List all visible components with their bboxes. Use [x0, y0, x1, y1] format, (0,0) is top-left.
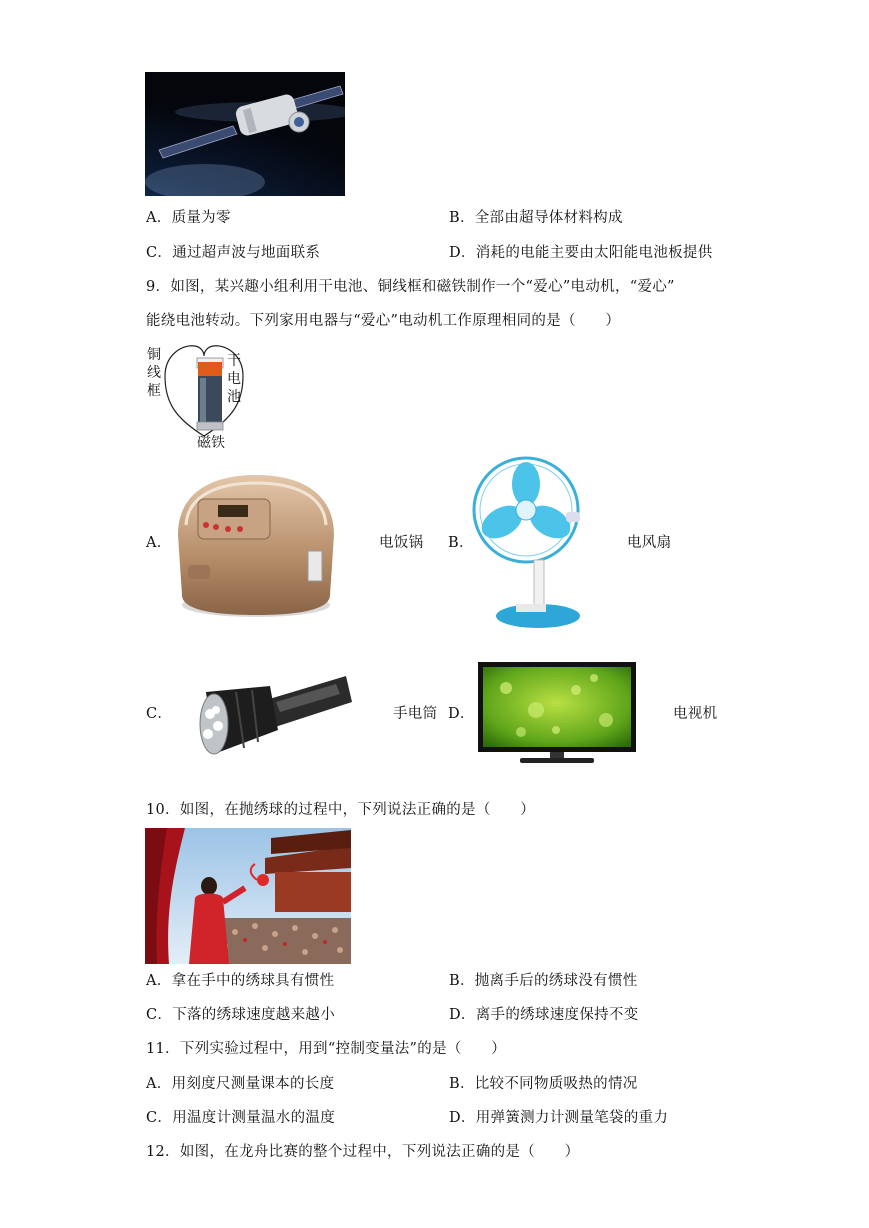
space-station-image	[145, 72, 345, 196]
q8-option-a: A．质量为零	[146, 210, 231, 226]
q11-option-b: B．比较不同物质吸热的情况	[449, 1076, 638, 1092]
copper-frame-label: 铜线框	[147, 347, 161, 399]
q11-option-c: C．用温度计测量温水的温度	[146, 1110, 335, 1126]
q10-option-b: B．抛离手后的绣球没有惯性	[449, 973, 638, 989]
q10-option-a: A．拿在手中的绣球具有惯性	[146, 973, 335, 989]
q8-option-c: C．通过超声波与地面联系	[146, 245, 321, 261]
q9-stem-line1: 9．如图，某兴趣小组利用干电池、铜线框和磁铁制作一个“爱心”电动机，“爱心”	[146, 279, 675, 295]
electric-fan-image	[470, 456, 590, 632]
heart-motor-figure	[145, 340, 263, 452]
q12-stem: 12．如图，在龙舟比赛的整个过程中，下列说法正确的是（ ）	[146, 1144, 580, 1160]
q9-option-a-name: 电饭锅	[379, 535, 424, 551]
rice-cooker-image	[168, 465, 346, 623]
q11-option-d: D．用弹簧测力计测量笔袋的重力	[449, 1110, 669, 1126]
q10-option-d: D．离手的绣球速度保持不变	[449, 1007, 639, 1023]
q9-option-b-letter: B．	[448, 535, 474, 551]
q9-option-b-name: 电风扇	[627, 535, 672, 551]
q9-option-d-letter: D．	[448, 706, 475, 722]
q10-stem: 10．如图，在抛绣球的过程中，下列说法正确的是（ ）	[146, 802, 536, 818]
flashlight-image	[196, 670, 352, 760]
battery-label: 干电池	[227, 353, 241, 405]
q11-option-a: A．用刻度尺测量课本的长度	[146, 1076, 335, 1092]
q9-option-c-letter: C．	[146, 706, 173, 722]
q9-option-d-name: 电视机	[673, 706, 718, 722]
q9-option-c-name: 手电筒	[393, 706, 438, 722]
embroidered-ball-image	[145, 828, 351, 964]
q9-stem-line2: 能绕电池转动。下列家用电器与“爱心”电动机工作原理相同的是（ ）	[146, 313, 621, 329]
q10-option-c: C．下落的绣球速度越来越小	[146, 1007, 335, 1023]
q11-stem: 11．下列实验过程中，用到“控制变量法”的是（ ）	[146, 1041, 507, 1057]
q9-option-a-letter: A．	[146, 535, 172, 551]
q8-option-b: B．全部由超导体材料构成	[449, 210, 623, 226]
magnet-label: 磁铁	[197, 435, 225, 451]
television-image	[476, 660, 638, 766]
q8-option-d: D．消耗的电能主要由太阳能电池板提供	[449, 245, 713, 261]
